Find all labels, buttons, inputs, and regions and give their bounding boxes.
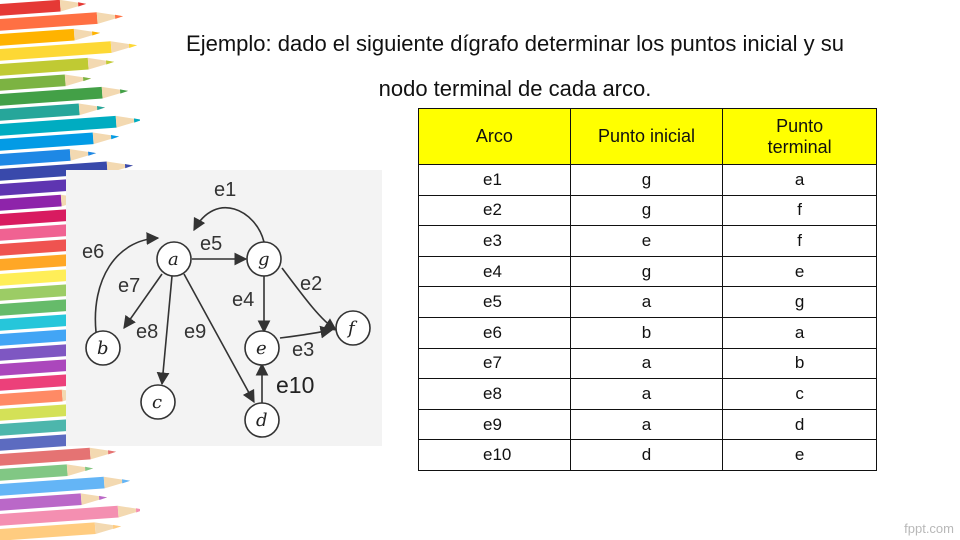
edge-label-e2: e2 <box>300 273 323 295</box>
table-row <box>419 348 877 379</box>
edge-label-e9: e9 <box>184 321 207 343</box>
cell-punto-terminal: f <box>723 226 877 257</box>
fppt-logo: fppt.com <box>904 521 954 536</box>
cell-punto-terminal: b <box>723 348 877 379</box>
table-row <box>419 195 877 226</box>
table-row <box>419 226 877 257</box>
cell-punto-inicial: g <box>570 165 723 196</box>
table-row <box>419 409 877 440</box>
slide-title-line-1: Ejemplo: dado el siguiente dígrafo determinar los puntos inicial y su <box>186 31 844 56</box>
cell-arco: e7 <box>419 348 571 379</box>
cell-punto-terminal: f <box>723 195 877 226</box>
node-label-d: d <box>256 410 268 431</box>
cell-arco: e3 <box>419 226 571 257</box>
node-label-e: e <box>256 338 267 359</box>
table-row <box>419 287 877 318</box>
edge-label-e7: e7 <box>118 275 141 297</box>
cell-arco: e9 <box>419 409 571 440</box>
digraph-svg <box>66 170 382 446</box>
table-row <box>419 379 877 410</box>
edge-label-e10: e10 <box>276 372 315 398</box>
table-row <box>419 317 877 348</box>
cell-arco: e4 <box>419 256 571 287</box>
cell-punto-inicial: d <box>570 440 723 471</box>
cell-punto-inicial: a <box>570 409 723 440</box>
table-header-row <box>419 109 877 165</box>
table-row <box>419 256 877 287</box>
header-punto-terminal-text: Punto terminal <box>767 115 832 157</box>
edge-label-e5: e5 <box>200 233 223 255</box>
cell-punto-inicial: e <box>570 226 723 257</box>
node-label-g: g <box>258 249 270 270</box>
cell-arco: e1 <box>419 165 571 196</box>
header-arco: Arco <box>419 109 571 165</box>
cell-punto-terminal: a <box>723 165 877 196</box>
node-label-a: a <box>168 249 179 270</box>
cell-arco: e2 <box>419 195 571 226</box>
edge-label-e1: e1 <box>214 179 237 201</box>
cell-arco: e10 <box>419 440 571 471</box>
edge-label-e8: e8 <box>136 321 159 343</box>
header-punto-inicial: Punto inicial <box>570 109 723 165</box>
node-label-c: c <box>152 392 163 413</box>
cell-arco: e5 <box>419 287 571 318</box>
cell-punto-inicial: b <box>570 317 723 348</box>
cell-punto-terminal: a <box>723 317 877 348</box>
cell-arco: e8 <box>419 379 571 410</box>
cell-punto-terminal: c <box>723 379 877 410</box>
edge-e8 <box>162 276 172 384</box>
edge-label-e4: e4 <box>232 289 255 311</box>
cell-punto-inicial: g <box>570 256 723 287</box>
cell-punto-inicial: a <box>570 287 723 318</box>
header-punto-terminal <box>723 109 877 165</box>
cell-punto-terminal: e <box>723 256 877 287</box>
node-label-f: f <box>348 318 355 339</box>
edge-e3 <box>280 330 332 338</box>
edge-label-e6: e6 <box>82 241 105 263</box>
cell-punto-terminal: d <box>723 409 877 440</box>
edge-label-e3: e3 <box>292 339 315 361</box>
cell-punto-inicial: g <box>570 195 723 226</box>
table-row <box>419 440 877 471</box>
cell-punto-inicial: a <box>570 348 723 379</box>
cell-punto-terminal: e <box>723 440 877 471</box>
table-row <box>419 165 877 196</box>
cell-arco: e6 <box>419 317 571 348</box>
node-label-b: b <box>97 338 109 359</box>
slide-title-line-2: nodo terminal de cada arco. <box>378 76 652 101</box>
arcs-table <box>418 108 877 471</box>
cell-punto-inicial: a <box>570 379 723 410</box>
cell-punto-terminal: g <box>723 287 877 318</box>
digraph-figure <box>66 170 382 446</box>
